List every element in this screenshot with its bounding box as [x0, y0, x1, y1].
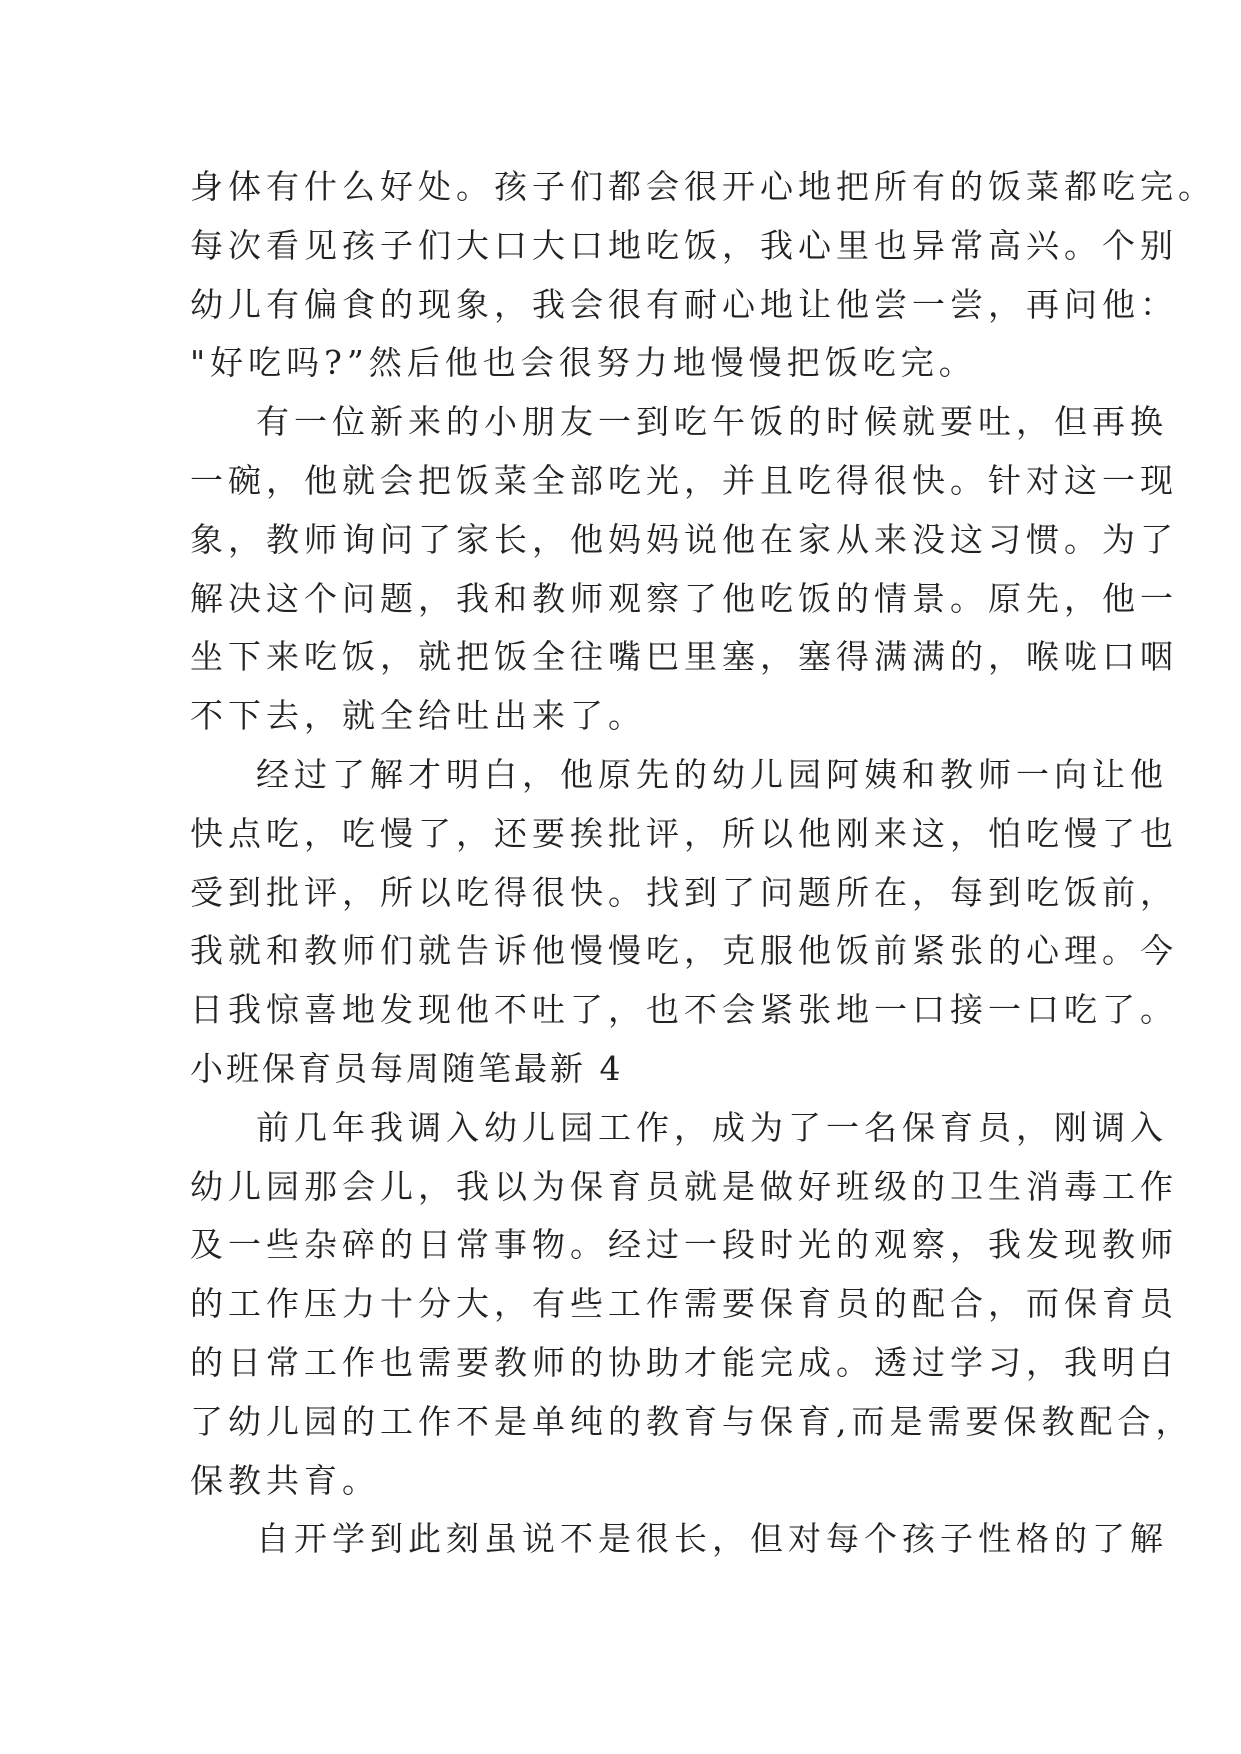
paragraph-first-line: 有一位新来的小朋友一到吃午饭的时候就要吐，但再换: [256, 402, 1168, 442]
text-line: 日我惊喜地发现他不吐了，也不会紧张地一口接一口吃了。: [190, 990, 1178, 1030]
paragraph-first-line: 经过了解才明白，他原先的幼儿园阿姨和教师一向让他: [256, 754, 1168, 794]
text-line: 解决这个问题，我和教师观察了他吃饭的情景。原先，他一: [190, 578, 1178, 618]
text-line: 幼儿园那会儿，我以为保育员就是做好班级的卫生消毒工作: [190, 1166, 1178, 1206]
text-line: 身体有什么好处。孩子们都会很开心地把所有的饭菜都吃完。: [190, 167, 1216, 206]
text-line: 保教共育。: [190, 1460, 380, 1500]
text-line: "好吃吗?”然后他也会很努力地慢慢把饭吃完。: [190, 343, 977, 383]
document-body: [190, 158, 1216, 1569]
text-line: 的日常工作也需要教师的协助才能完成。透过学习，我明白: [190, 1342, 1178, 1382]
text-line: 坐下来吃饭，就把饭全往嘴巴里塞，塞得满满的，喉咙口咽: [190, 637, 1178, 677]
text-line: 快点吃，吃慢了，还要挨批评，所以他刚来这，怕吃慢了也: [190, 813, 1178, 853]
paragraph-first-line: 前几年我调入幼儿园工作，成为了一名保育员，刚调入: [256, 1107, 1168, 1147]
text-line: 及一些杂碎的日常事物。经过一段时光的观察，我发现教师: [190, 1225, 1178, 1265]
text-line: 一碗，他就会把饭菜全部吃光，并且吃得很快。针对这一现: [190, 460, 1178, 500]
text-line: 我就和教师们就告诉他慢慢吃，克服他饭前紧张的心理。今: [190, 931, 1178, 971]
text-line: 象，教师询问了家长，他妈妈说他在家从来没这习惯。为了: [190, 519, 1178, 559]
section-heading: 小班保育员每周随笔最新 4: [190, 1048, 624, 1088]
text-line: 每次看见孩子们大口大口地吃饭，我心里也异常高兴。个别: [190, 225, 1178, 265]
text-line: 了幼儿园的工作不是单纯的教育与保育,而是需要保教配合，: [190, 1401, 1194, 1441]
text-line: 的工作压力十分大，有些工作需要保育员的配合，而保育员: [190, 1284, 1178, 1324]
text-line: 不下去，就全给吐出来了。: [190, 696, 646, 736]
text-line: 幼儿有偏食的现象，我会很有耐心地让他尝一尝，再问他：: [190, 284, 1178, 324]
paragraph-first-line: 自开学到此刻虽说不是很长，但对每个孩子性格的了解: [256, 1519, 1168, 1559]
text-line: 受到批评，所以吃得很快。找到了问题所在，每到吃饭前，: [190, 872, 1178, 912]
